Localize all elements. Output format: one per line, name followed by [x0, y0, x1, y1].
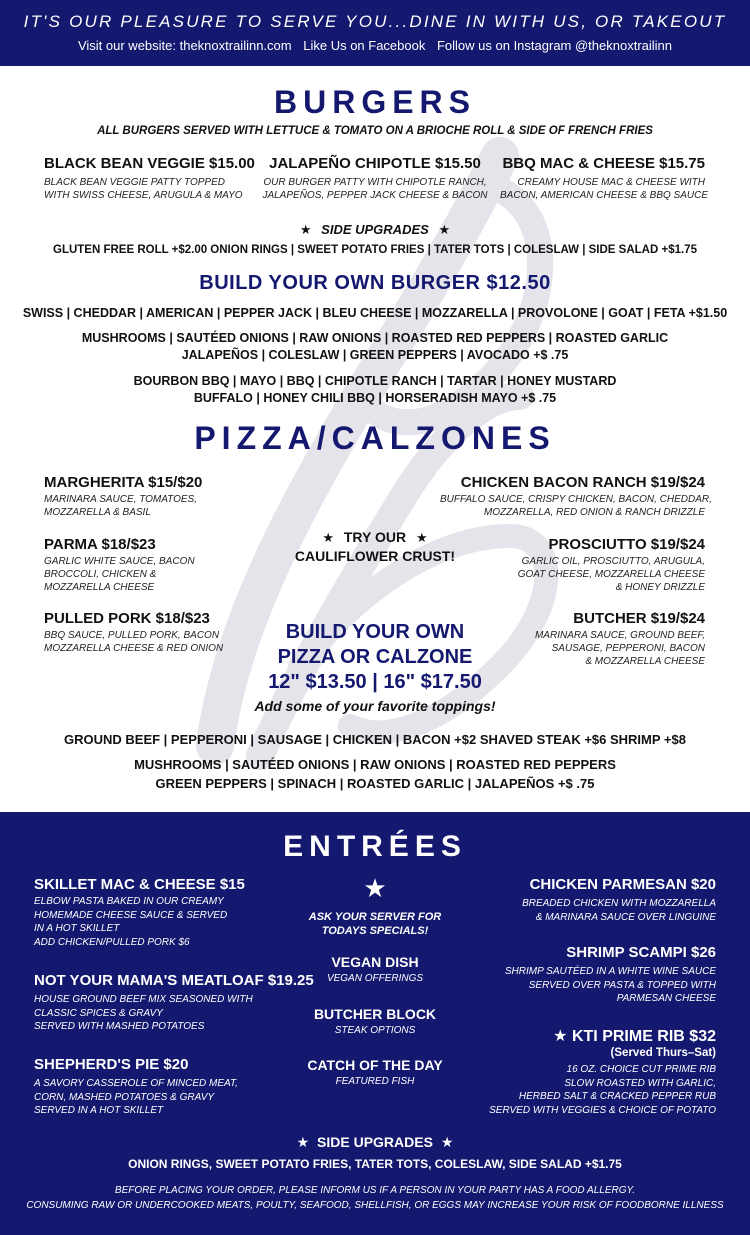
entree-item-meatloaf [34, 972, 314, 1034]
special-desc: VEGAN OFFERINGS [326, 973, 424, 984]
special-desc: STEAK OPTIONS [334, 1024, 416, 1036]
item-desc: GARLIC WHITE SAUCE, BACON [44, 556, 195, 567]
star-icon: ★ [553, 1028, 568, 1045]
item-desc: CREAMY HOUSE MAC & CHEESE WITH [517, 177, 705, 188]
item-name: BUTCHER $19/$24 [573, 610, 705, 627]
cauliflower-crust-promo [270, 528, 480, 566]
item-desc: IN A HOT SKILLET [34, 923, 120, 934]
item-desc: SHRIMP SAUTÉED IN A WHITE WINE SAUCE [504, 966, 716, 977]
item-desc: OUR BURGER PATTY WITH CHIPOTLE RANCH, [263, 177, 487, 188]
side-upgrades-label: SIDE UPGRADES [317, 1134, 433, 1150]
item-name: SHRIMP SCAMPI $26 [566, 944, 716, 961]
facebook-link[interactable]: Like Us on Facebook [303, 38, 426, 53]
item-desc: & HONEY DRIZZLE [615, 582, 705, 593]
entree-side-upgrades: ONION RINGS, SWEET POTATO FRIES, TATER TOTS, COLESLAW, SIDE SALAD +$1.75 [128, 1157, 622, 1171]
byo-sauce-line-2: BUFFALO | HONEY CHILI BBQ | HORSERADISH MAYO +$ .75 [193, 391, 557, 405]
item-name: CHICKEN BACON RANCH $19/$24 [460, 474, 705, 491]
entrees-title: ENTRÉES [283, 830, 467, 863]
byo-cheeses: SWISS | CHEDDAR | AMERICAN | PEPPER JACK | BLEU CHEESE | MOZZARELLA | PROVOLONE | GOAT | FETA +$1.50 [22, 306, 728, 320]
item-desc: MOZZARELLA CHEESE [44, 582, 155, 593]
allergy-notice-2: CONSUMING RAW OR UNDERCOOKED MEATS, POULTY, SEAFOOD, SHELLFISH, OR EGGS MAY INCREASE YOUR RISK OF FOODBORNE ILLNESS [26, 1200, 724, 1211]
item-desc: MOZZARELLA, RED ONION & RANCH DRIZZLE [483, 507, 705, 518]
star-icon: ★ [299, 222, 312, 237]
burgers-title: BURGERS [273, 84, 476, 120]
star-icon: ★ [363, 873, 387, 903]
special-desc: FEATURED FISH [335, 1076, 415, 1087]
item-name: BLACK BEAN VEGGIE $15.00 [44, 155, 255, 172]
item-desc: GOAT CHEESE, MOZZARELLA CHEESE [517, 569, 705, 580]
promo-line: TRY OUR [343, 529, 407, 545]
burger-side-upgrades: GLUTEN FREE ROLL +$2.00 ONION RINGS | SWEET POTATO FRIES | TATER TOTS | COLESLAW | SIDE SALAD +$1.75 [53, 244, 697, 256]
special-name: VEGAN DISH [331, 954, 419, 970]
burgers-subtitle: ALL BURGERS SERVED WITH LETTUCE & TOMATO ON A BRIOCHE ROLL & SIDE OF FRENCH FRIES [97, 125, 653, 137]
item-desc: WITH SWISS CHEESE, ARUGULA & MAYO [44, 190, 243, 201]
pizza-item-margherita [44, 474, 264, 519]
pizza-item-parma [44, 536, 264, 594]
ask-server-line-1: ASK YOUR SERVER FOR [308, 911, 442, 923]
item-note: (Served Thurs–Sat) [610, 1047, 716, 1059]
star-icon: ★ [416, 530, 428, 545]
burger-item-black-bean [44, 155, 255, 202]
item-desc: SAUSAGE, PEPPERONI, BACON [551, 643, 705, 654]
tagline: IT'S OUR PLEASURE TO SERVE YOU...DINE IN WITH US, OR TAKEOUT [23, 12, 727, 31]
item-desc: ELBOW PASTA BAKED IN OUR CREAMY [34, 896, 224, 907]
item-name-text: KTI PRIME RIB $32 [571, 1028, 716, 1045]
item-name: MARGHERITA $15/$20 [44, 474, 203, 491]
item-desc: HOUSE GROUND BEEF MIX SEASONED WITH [34, 994, 253, 1005]
item-name: PULLED PORK $18/$23 [44, 610, 210, 627]
item-desc: BREADED CHICKEN WITH MOZZARELLA [522, 898, 716, 909]
byo-veg-line-1: MUSHROOMS | SAUTÉED ONIONS | RAW ONIONS | ROASTED RED PEPPERS | ROASTED GARLIC [81, 331, 669, 345]
byo-veg-line-2: JALAPEÑOS | COLESLAW | GREEN PEPPERS | AVOCADO +$ .75 [181, 348, 569, 362]
byo-sauce-line-1: BOURBON BBQ | MAYO | BBQ | CHIPOTLE RANCH | TARTAR | HONEY MUSTARD [133, 374, 617, 388]
item-desc: 16 OZ. CHOICE CUT PRIME RIB [566, 1064, 716, 1075]
star-icon: ★ [296, 1134, 310, 1150]
item-name: PARMA $18/$23 [44, 536, 156, 553]
item-desc: A SAVORY CASSEROLE OF MINCED MEAT, [34, 1078, 238, 1089]
item-name: SKILLET MAC & CHEESE $15 [34, 876, 245, 893]
item-desc: BROCCOLI, CHICKEN & [44, 569, 157, 580]
item-name: BBQ MAC & CHEESE $15.75 [502, 155, 705, 172]
item-desc: SERVED WITH MASHED POTATOES [34, 1021, 205, 1032]
pizza-item-chicken-bacon-ranch [440, 474, 712, 519]
byo-pizza-price: 12" $13.50 | 16" $17.50 [268, 671, 482, 693]
entree-item-shepherds-pie [34, 1056, 294, 1118]
item-desc: & MARINARA SAUCE OVER LINGUINE [535, 911, 716, 923]
item-name: NOT YOUR MAMA'S MEATLOAF $19.25 [34, 972, 314, 989]
item-name: PROSCIUTTO $19/$24 [548, 536, 705, 553]
star-icon: ★ [322, 530, 334, 545]
star-icon: ★ [440, 1134, 454, 1150]
item-desc: ADD CHICKEN/PULLED PORK $6 [34, 936, 190, 948]
byo-pizza-subtitle: Add some of your favorite toppings! [254, 698, 496, 714]
item-desc: HERBED SALT & CRACKED PEPPER RUB [518, 1091, 716, 1102]
byo-pizza-line: BUILD YOUR OWN [285, 621, 465, 643]
pizza-toppings-line-3: GREEN PEPPERS | SPINACH | ROASTED GARLIC | JALAPEÑOS +$ .75 [155, 776, 595, 791]
item-desc: BUFFALO SAUCE, CRISPY CHICKEN, BACON, CHEDDAR, [440, 494, 712, 505]
item-desc: JALAPEÑOS, PEPPER JACK CHEESE & BACON [262, 190, 488, 201]
star-icon: ★ [438, 222, 451, 237]
burger-side-upgrades-title [0, 222, 750, 238]
item-desc: SERVED WITH VEGGIES & CHOICE OF POTATO [489, 1104, 716, 1116]
item-name: JALAPEÑO CHIPOTLE $15.50 [269, 155, 481, 172]
specials-column [290, 874, 460, 1089]
special-name: BUTCHER BLOCK [313, 1005, 437, 1022]
pizza-toppings-line-2: MUSHROOMS | SAUTÉED ONIONS | RAW ONIONS | ROASTED RED PEPPERS [134, 757, 616, 772]
entree-item-shrimp-scampi [450, 944, 716, 1006]
burger-item-jalapeno [260, 155, 490, 202]
item-desc: BACON, AMERICAN CHEESE & BBQ SAUCE [500, 190, 709, 201]
burger-item-bbq-mac [500, 155, 709, 202]
pizza-toppings-line-1: GROUND BEEF | PEPPERONI | SAUSAGE | CHICKEN | BACON +$2 SHAVED STEAK +$6 SHRIMP +$8 [64, 732, 686, 747]
item-name: SHEPHERD'S PIE $20 [34, 1056, 189, 1073]
top-banner [0, 0, 750, 66]
item-name: CHICKEN PARMESAN $20 [529, 876, 716, 893]
entrees-section [0, 812, 750, 1235]
entree-item-skillet-mac [34, 876, 294, 949]
item-desc: PARMESAN CHEESE [616, 993, 716, 1004]
item-desc: MARINARA SAUCE, GROUND BEEF, [534, 630, 705, 641]
website-link[interactable]: Visit our website: theknoxtrailinn.com [77, 38, 292, 53]
item-desc: SERVED OVER PASTA & TOPPED WITH [528, 979, 716, 991]
allergy-notice-1: BEFORE PLACING YOUR ORDER, PLEASE INFORM US IF A PERSON IN YOUR PARTY HAS A FOOD ALLERGY. [114, 1185, 636, 1196]
byo-burger-title: BUILD YOUR OWN BURGER $12.50 [199, 272, 551, 294]
item-desc: CLASSIC SPICES & GRAVY [34, 1007, 163, 1019]
item-desc: SERVED IN A HOT SKILLET [34, 1105, 164, 1116]
pizza-title: PIZZA/CALZONES [194, 420, 556, 456]
special-name: CATCH OF THE DAY [307, 1057, 443, 1073]
ask-server-line-2: TODAYS SPECIALS! [321, 925, 429, 937]
item-desc: CORN, MASHED POTATOES & GRAVY [34, 1091, 215, 1103]
item-desc: BBQ SAUCE, PULLED PORK, BACON [44, 630, 220, 641]
byo-pizza-line: PIZZA OR CALZONE [277, 646, 473, 668]
item-name [450, 1026, 716, 1046]
item-desc: & MOZZARELLA CHEESE [585, 656, 705, 667]
social-links [0, 38, 750, 53]
entree-item-chicken-parmesan [450, 876, 716, 924]
entree-item-prime-rib [450, 1026, 716, 1117]
item-desc: BLACK BEAN VEGGIE PATTY TOPPED [44, 177, 225, 188]
item-desc: MOZZARELLA & BASIL [44, 507, 151, 518]
promo-line: CAULIFLOWER CRUST! [294, 548, 456, 564]
item-desc: SLOW ROASTED WITH GARLIC, [564, 1077, 716, 1089]
item-desc: MOZZARELLA CHEESE & RED ONION [44, 643, 224, 654]
byo-pizza-block [220, 620, 530, 695]
side-upgrades-label: SIDE UPGRADES [321, 222, 429, 237]
instagram-link[interactable]: Follow us on Instagram @theknoxtrailinn [436, 38, 673, 53]
item-desc: GARLIC OIL, PROSCIUTTO, ARUGULA, [521, 556, 705, 567]
entree-side-upgrades-title [0, 1134, 750, 1151]
item-desc: HOMEMADE CHEESE SAUCE & SERVED [34, 909, 228, 921]
item-desc: MARINARA SAUCE, TOMATOES, [44, 494, 197, 505]
